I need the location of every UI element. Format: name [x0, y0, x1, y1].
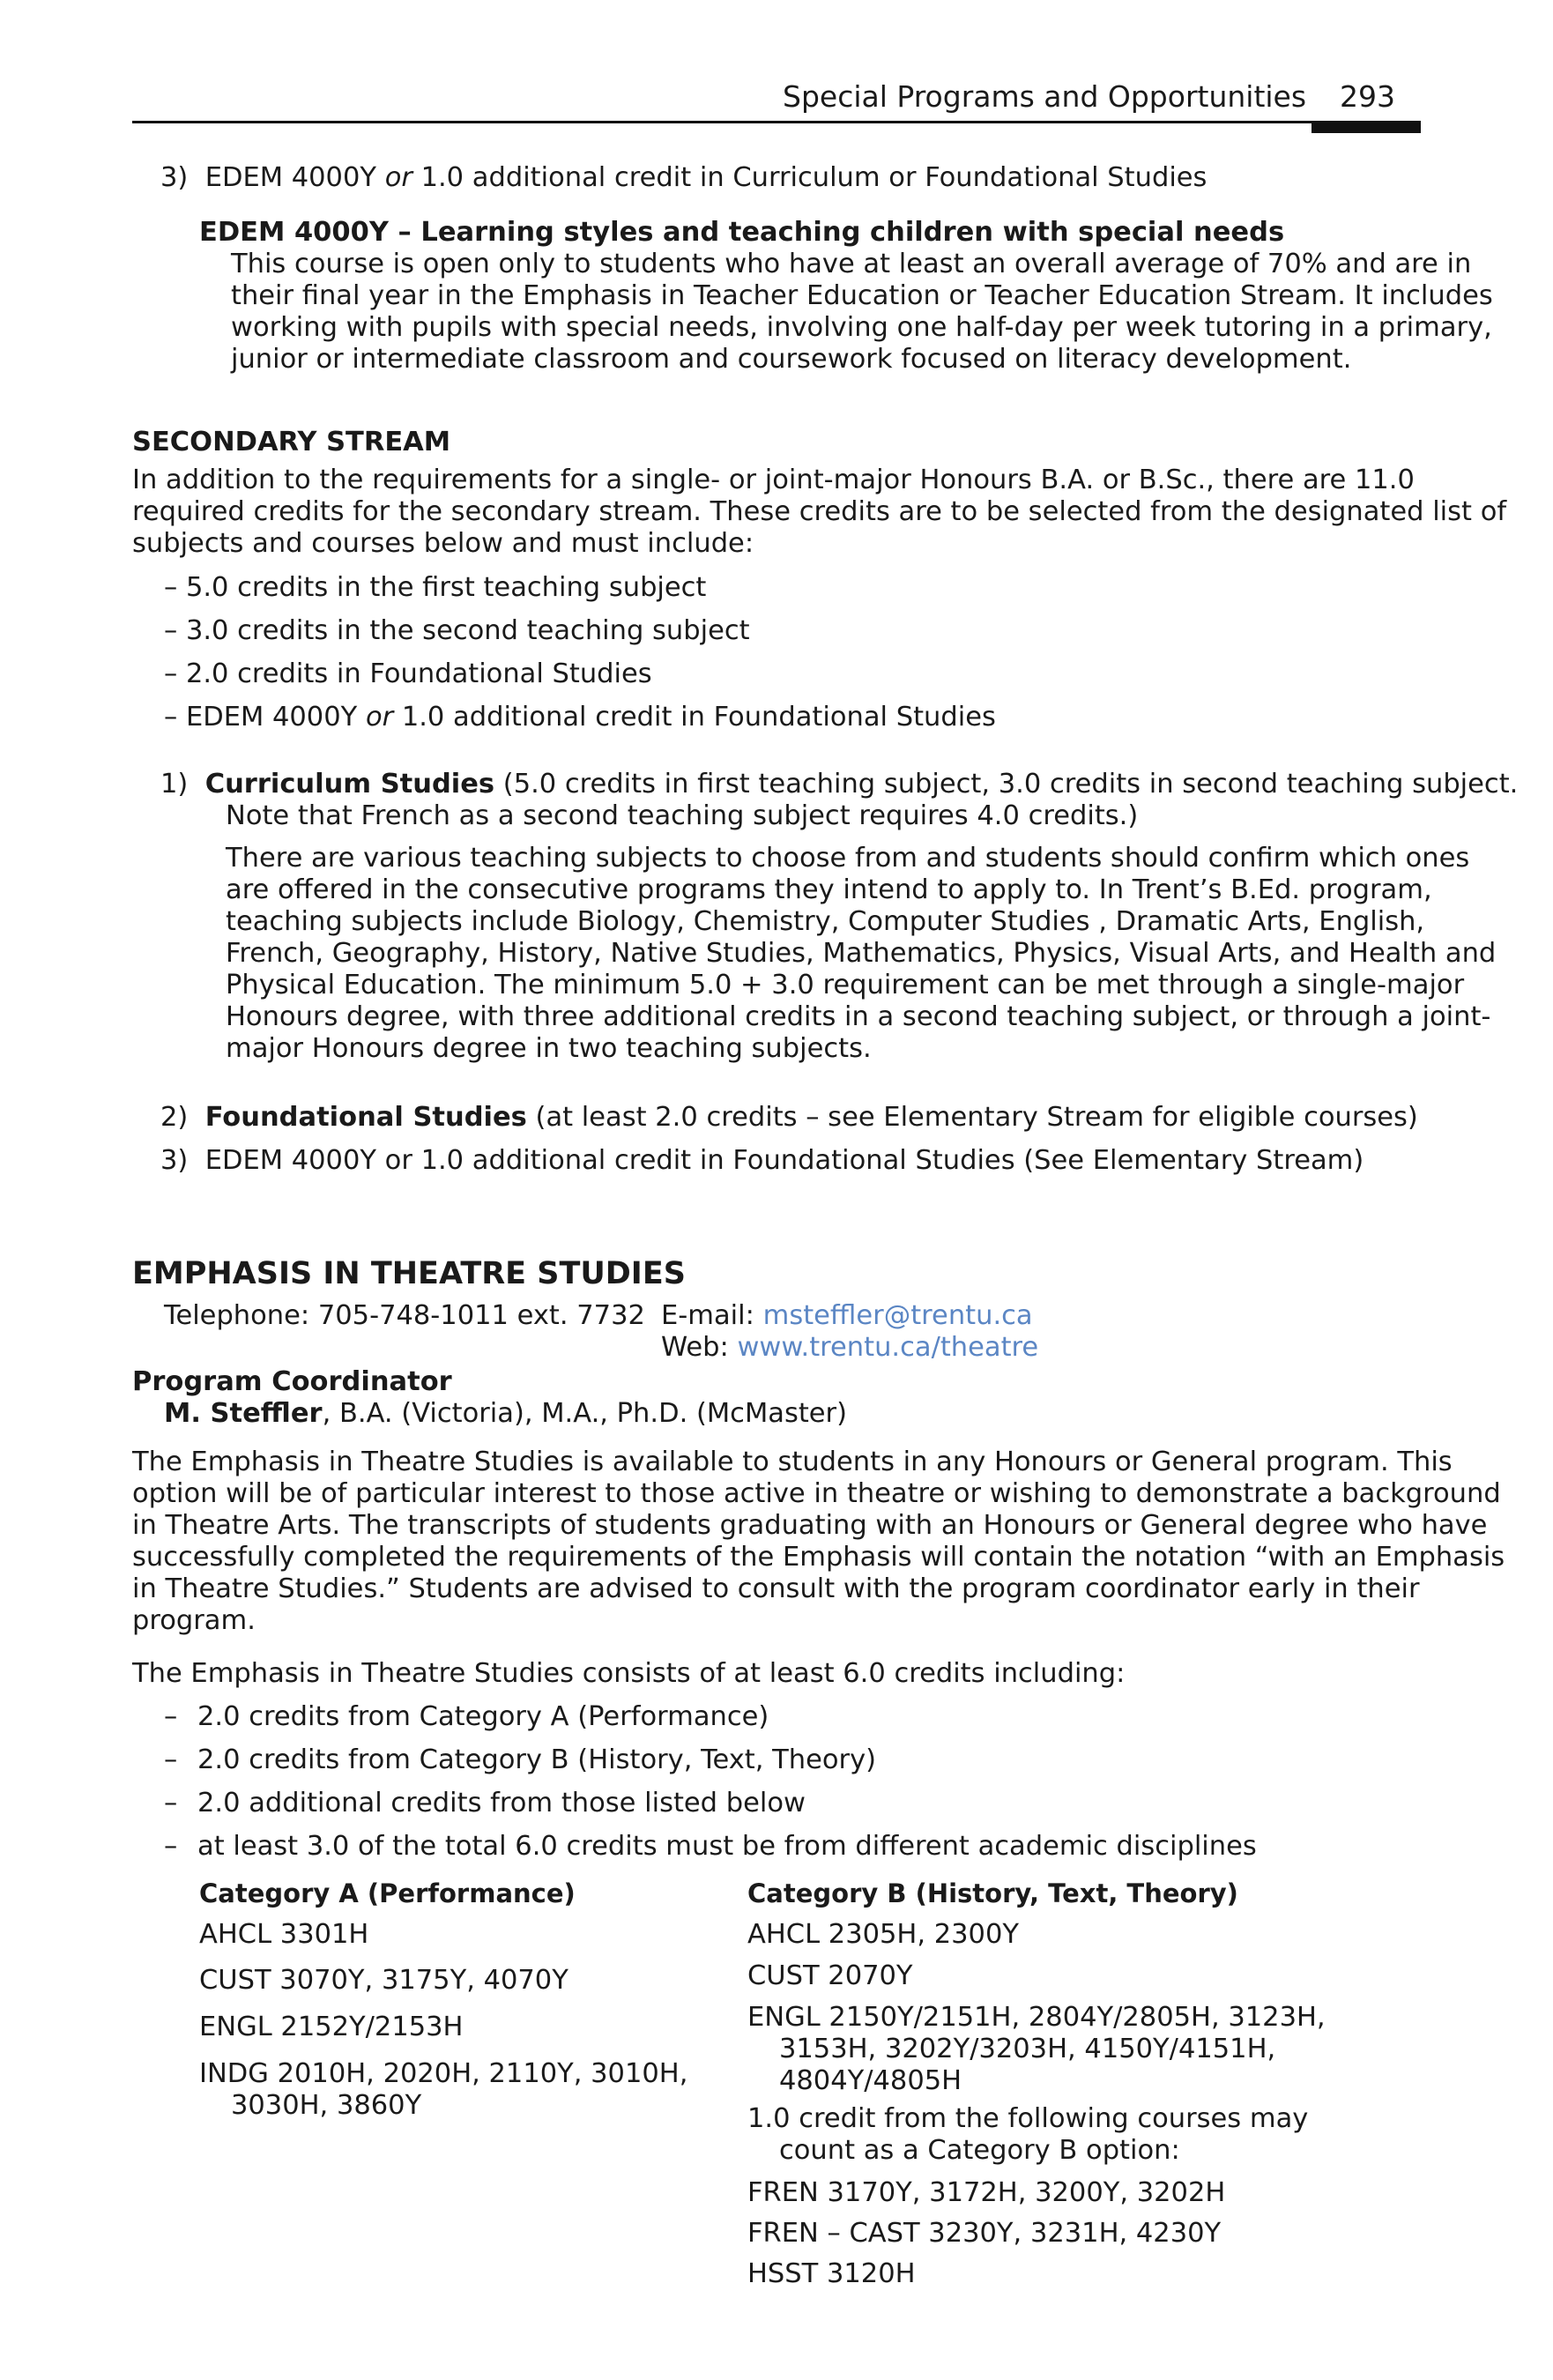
requirement-text: 2.0 credits from Category B (History, Text, Theory) [197, 1744, 877, 1775]
item-bold-label: Foundational Studies [204, 1102, 527, 1133]
item-or: or [384, 162, 412, 193]
category-a-item: AHCL 3301H [199, 1919, 369, 1950]
item-text: (at least 2.0 credits – see Elementary Stream for eligible courses) [526, 1102, 1418, 1133]
secondary-item-1 [160, 769, 1518, 800]
page-number: 293 [1340, 79, 1395, 114]
category-b-item: FREN – CAST 3230Y, 3231H, 4230Y [747, 2218, 1222, 2249]
coordinator-line [164, 1398, 847, 1430]
email-label: E-mail: [661, 1300, 763, 1331]
requirement-text: 2.0 additional credits from those listed below [197, 1788, 806, 1818]
category-b-note: 1.0 credit from the following courses may [747, 2103, 1309, 2134]
header-bar [1312, 121, 1421, 133]
secondary-requirement: – 3.0 credits in the second teaching subject [164, 615, 750, 646]
item-number: 3) [160, 162, 189, 193]
theatre-email [661, 1300, 1033, 1332]
theatre-telephone: Telephone: 705-748-1011 ext. 7732 [164, 1300, 645, 1331]
curriculum-para-line: Honours degree, with three additional credits in a second teaching subject, or through a joint- [226, 1001, 1491, 1032]
web-link[interactable]: www.trentu.ca/theatre [737, 1332, 1039, 1363]
header-rule [132, 121, 1419, 123]
curriculum-para-line: teaching subjects include Biology, Chemistry, Computer Studies , Dramatic Arts, English, [226, 906, 1425, 937]
requirement-or: or [365, 702, 394, 733]
item-number: 2) [160, 1102, 189, 1133]
web-label: Web: [661, 1332, 738, 1363]
curriculum-para-line: major Honours degree in two teaching subjects. [226, 1033, 872, 1064]
category-b-item-cont: 3153H, 3202Y/3203H, 4150Y/4151H, [779, 2034, 1276, 2064]
dash-bullet: – [164, 1831, 178, 1862]
curriculum-para-line: There are various teaching subjects to choose from and students should confirm which ones [226, 843, 1470, 874]
item-text: EDEM 4000Y [204, 162, 385, 193]
dash-bullet: – [164, 1701, 178, 1732]
curriculum-para-line: French, Geography, History, Native Studies, Mathematics, Physics, Visual Arts, and Health and [226, 938, 1497, 969]
category-b-item: AHCL 2305H, 2300Y [747, 1919, 1019, 1950]
theatre-heading: EMPHASIS IN THEATRE STUDIES [132, 1256, 686, 1291]
edem-desc-line: junior or intermediate classroom and coursework focused on literacy development. [231, 344, 1352, 375]
secondary-item-2 [160, 1102, 1418, 1134]
secondary-requirement: – 5.0 credits in the first teaching subject [164, 572, 707, 603]
category-b-item: CUST 2070Y [747, 1960, 913, 1991]
secondary-requirement: – 2.0 credits in Foundational Studies [164, 658, 652, 689]
coordinator-name: M. Steffler [164, 1398, 323, 1429]
theatre-desc-line: in Theatre Studies.” Students are advised to consult with the program coordinator early in their [132, 1573, 1420, 1604]
category-b-item-cont: 4804Y/4805H [779, 2065, 962, 2096]
theatre-desc-line: successfully completed the requirements of the Emphasis will contain the notation “with an Emphasis [132, 1542, 1505, 1573]
secondary-stream-heading: SECONDARY STREAM [132, 427, 451, 457]
category-a-item: ENGL 2152Y/2153H [199, 2012, 464, 2042]
edem-desc-line: working with pupils with special needs, involving one half-day per week tutoring in a primary, [231, 312, 1492, 343]
requirement-text-rest: 1.0 additional credit in Foundational Studies [393, 702, 996, 733]
running-header-title: Special Programs and Opportunities [783, 79, 1307, 114]
edem-desc-line: This course is open only to students who have at least an overall average of 70% and are in [231, 249, 1472, 279]
elementary-item-3 [160, 162, 1207, 194]
secondary-intro-line: required credits for the secondary stream. These credits are to be selected from the designated list of [132, 496, 1507, 527]
requirement-text: at least 3.0 of the total 6.0 credits must be from different academic disciplines [197, 1831, 1257, 1862]
theatre-desc-line: The Emphasis in Theatre Studies is available to students in any Honours or General program. This [132, 1447, 1453, 1477]
theatre-web [661, 1332, 1038, 1364]
theatre-requirement [164, 1701, 769, 1733]
secondary-intro-line: In addition to the requirements for a single- or joint-major Honours B.A. or B.Sc., there are 11.0 [132, 465, 1415, 495]
secondary-intro-line: subjects and courses below and must include: [132, 528, 754, 559]
email-link[interactable]: msteffler@trentu.ca [762, 1300, 1033, 1331]
category-b-item: FREN 3170Y, 3172H, 3200Y, 3202H [747, 2177, 1226, 2208]
curriculum-para-line: Physical Education. The minimum 5.0 + 3.0 requirement can be met through a single-major [226, 970, 1465, 1000]
secondary-item-3 [160, 1145, 1364, 1177]
requirement-text: – EDEM 4000Y [164, 702, 366, 733]
category-a-item-cont: 3030H, 3860Y [231, 2090, 422, 2121]
requirement-text: 2.0 credits from Category A (Performance) [197, 1701, 769, 1732]
category-a-item: INDG 2010H, 2020H, 2110Y, 3010H, [199, 2058, 688, 2089]
category-a-heading: Category A (Performance) [199, 1878, 576, 1908]
dash-bullet: – [164, 1744, 178, 1775]
category-b-item: ENGL 2150Y/2151H, 2804Y/2805H, 3123H, [747, 2002, 1326, 2033]
curriculum-para-line: are offered in the consecutive programs they intend to apply to. In Trent’s B.Ed. program, [226, 874, 1432, 905]
category-a-item: CUST 3070Y, 3175Y, 4070Y [199, 1965, 568, 1996]
theatre-desc-line: option will be of particular interest to those active in theatre or wishing to demonstrate a background [132, 1478, 1501, 1509]
edem-course-title: EDEM 4000Y – Learning styles and teaching children with special needs [199, 217, 1285, 248]
theatre-consists: The Emphasis in Theatre Studies consists of at least 6.0 credits including: [132, 1658, 1126, 1689]
dash-bullet: – [164, 1788, 178, 1818]
item-bold-label: Curriculum Studies [204, 769, 495, 800]
theatre-requirement [164, 1788, 806, 1819]
item-text-rest: 1.0 additional credit in Curriculum or Foundational Studies [412, 162, 1207, 193]
secondary-requirement [164, 702, 996, 733]
edem-desc-line: their final year in the Emphasis in Teacher Education or Teacher Education Stream. It includes [231, 280, 1493, 311]
coordinator-credentials: , B.A. (Victoria), M.A., Ph.D. (McMaster) [322, 1398, 847, 1429]
theatre-requirement [164, 1744, 877, 1776]
item-text: (5.0 credits in first teaching subject, 3.0 credits in second teaching subject. [494, 769, 1519, 800]
theatre-requirement [164, 1831, 1257, 1863]
category-b-note-cont: count as a Category B option: [779, 2135, 1180, 2166]
item-1-line-2: Note that French as a second teaching subject requires 4.0 credits.) [226, 800, 1139, 831]
category-b-item: HSST 3120H [747, 2258, 916, 2289]
theatre-desc-line: in Theatre Arts. The transcripts of students graduating with an Honours or General degree who have [132, 1510, 1488, 1541]
coordinator-heading: Program Coordinator [132, 1366, 452, 1397]
category-b-heading: Category B (History, Text, Theory) [747, 1878, 1238, 1908]
item-number: 1) [160, 769, 189, 800]
item-number: 3) [160, 1145, 189, 1176]
theatre-desc-line: program. [132, 1605, 256, 1636]
item-text: EDEM 4000Y or 1.0 additional credit in Foundational Studies (See Elementary Stream) [204, 1145, 1364, 1176]
